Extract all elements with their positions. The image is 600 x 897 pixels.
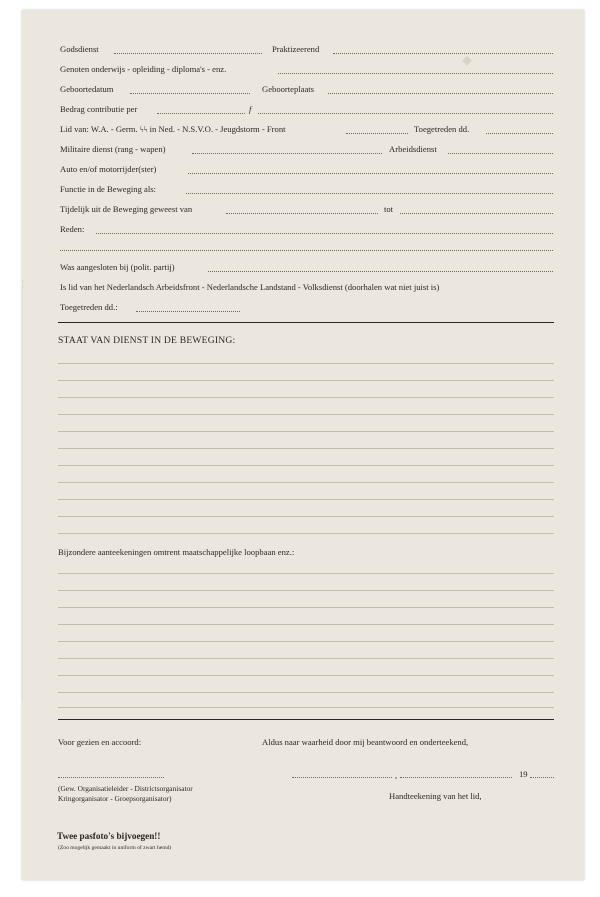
field-reden-line-2[interactable] xyxy=(60,250,553,251)
field-godsdienst[interactable] xyxy=(114,53,262,54)
dienst-line[interactable] xyxy=(58,516,554,517)
label-arbeidsdienst: Arbeidsdienst xyxy=(389,144,437,154)
form-sheet xyxy=(22,10,584,880)
field-lid-van[interactable] xyxy=(346,133,408,134)
field-praktizeerend[interactable] xyxy=(333,53,553,54)
field-bedrag[interactable] xyxy=(258,113,553,114)
section-divider-2 xyxy=(58,719,554,720)
aanteekening-line[interactable] xyxy=(58,590,554,591)
label-is-lid: Is lid van het Nederlandsch Arbeidsfront - Nederlandsche Landstand - Volksdienst (doorhalen wat niet juist is) xyxy=(60,282,440,292)
show-through-mark: ◆ xyxy=(462,52,474,67)
aanteekening-line[interactable] xyxy=(58,692,554,693)
aanteekening-line[interactable] xyxy=(58,641,554,642)
section-divider-1 xyxy=(58,322,554,323)
dienst-line[interactable] xyxy=(58,414,554,415)
label-toegetreden: Toegetreden dd.: xyxy=(60,302,118,312)
dienst-line[interactable] xyxy=(58,363,554,364)
note-pasfoto: Twee pasfoto's bijvoegen!! xyxy=(57,831,161,841)
field-bedrag-periode[interactable] xyxy=(157,113,245,114)
dienst-line[interactable] xyxy=(58,465,554,466)
label-auto: Auto en/of motorrijder(ster) xyxy=(60,164,157,174)
field-geboorteplaats[interactable] xyxy=(328,93,553,94)
note-pasfoto-detail: (Zoo mogelijk gemaakt in uniform of zwart hemd) xyxy=(58,845,172,851)
label-onderwijs: Genoten onderwijs - opleiding - diploma's - enz. xyxy=(60,64,227,74)
field-plaats[interactable] xyxy=(292,777,392,778)
label-year: 19 xyxy=(519,769,528,779)
field-toegetreden-dd[interactable] xyxy=(486,133,553,134)
show-through-margin xyxy=(22,280,29,700)
field-toegetreden[interactable] xyxy=(136,311,240,312)
dienst-line[interactable] xyxy=(58,482,554,483)
label-geboorteplaats: Geboorteplaats xyxy=(262,84,315,94)
dienst-line[interactable] xyxy=(58,431,554,432)
label-tijdelijk: Tijdelijk uit de Beweging geweest van xyxy=(60,204,193,214)
label-aangesloten: Was aangesloten bij (polit. partij) xyxy=(60,262,175,272)
aanteekening-line[interactable] xyxy=(58,675,554,676)
dienst-line[interactable] xyxy=(58,499,554,500)
aanteekening-line[interactable] xyxy=(58,658,554,659)
label-org-line-1: (Gew. Organisatieleider - Districtsorganisator xyxy=(58,784,193,793)
field-tijdelijk-tot[interactable] xyxy=(400,213,553,214)
dienst-line[interactable] xyxy=(58,448,554,449)
field-year[interactable] xyxy=(530,777,554,778)
dienst-line[interactable] xyxy=(58,397,554,398)
field-reden[interactable] xyxy=(96,233,553,234)
label-godsdienst: Godsdienst xyxy=(60,44,99,54)
label-geboortedatum: Geboortedatum xyxy=(60,84,114,94)
aanteekening-line[interactable] xyxy=(58,607,554,608)
label-functie: Functie in de Beweging als: xyxy=(60,184,156,194)
label-tot: tot xyxy=(384,204,394,214)
label-toegetreden-dd: Toegetreden dd. xyxy=(414,124,470,134)
label-militaire: Militaire dienst (rang - wapen) xyxy=(60,144,166,154)
label-praktizeerend: Praktizeerend xyxy=(272,44,320,54)
separator-comma: , xyxy=(395,770,398,780)
field-datum[interactable] xyxy=(400,777,512,778)
field-onderwijs[interactable] xyxy=(278,73,553,74)
field-functie[interactable] xyxy=(186,193,553,194)
label-aldus: Aldus naar waarheid door mij beantwoord en onderteekend, xyxy=(262,737,469,747)
field-arbeidsdienst[interactable] xyxy=(448,153,553,154)
field-tijdelijk-van[interactable] xyxy=(226,213,378,214)
aanteekening-line[interactable] xyxy=(58,707,554,708)
label-bedrag: Bedrag contributie per xyxy=(60,104,138,114)
label-lid-van: Lid van: W.A. - Germ. ϟϟ in Ned. - N.S.V.O. - Jeugdstorm - Front xyxy=(60,124,286,134)
dienst-line[interactable] xyxy=(58,380,554,381)
field-geboortedatum[interactable] xyxy=(130,93,250,94)
label-reden: Reden: xyxy=(60,224,85,234)
label-handteekening: Handteekening van het lid, xyxy=(389,791,482,801)
field-militaire[interactable] xyxy=(192,153,382,154)
aanteekening-line[interactable] xyxy=(58,624,554,625)
dienst-line[interactable] xyxy=(58,533,554,534)
field-organisator-signature[interactable] xyxy=(58,777,164,778)
heading-staat-van-dienst: STAAT VAN DIENST IN DE BEWEGING: xyxy=(58,335,236,346)
label-voor-gezien: Voor gezien en accoord: xyxy=(58,737,142,747)
label-org-line-2: Kringorganisator - Groepsorganisator) xyxy=(58,794,172,803)
label-florin: f xyxy=(249,104,252,114)
heading-bijzondere: Bijzondere aanteekeningen omtrent maatschappelijke loopbaan enz.: xyxy=(58,547,295,557)
field-auto[interactable] xyxy=(188,173,553,174)
aanteekening-line[interactable] xyxy=(58,573,554,574)
field-aangesloten[interactable] xyxy=(208,271,553,272)
